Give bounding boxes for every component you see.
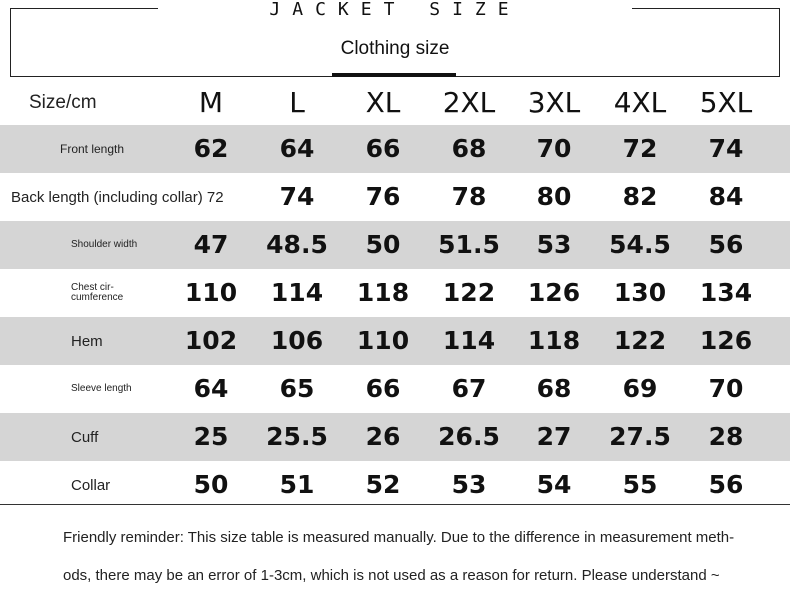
table-cell: 25.5	[266, 422, 328, 451]
table-cell: 26	[365, 422, 401, 451]
table-cell: 74	[708, 134, 744, 163]
table-cell: 122	[613, 326, 667, 355]
table-cell: 27	[536, 422, 572, 451]
table-cell: 84	[708, 182, 744, 211]
table-cell: 118	[527, 326, 581, 355]
table-cell: 102	[184, 326, 238, 355]
table-row	[0, 221, 790, 269]
table-cell: 82	[622, 182, 658, 211]
table-cell: 48.5	[266, 230, 328, 259]
table-row	[0, 125, 790, 173]
size-header: 2XL	[442, 86, 496, 119]
table-cell: 47	[193, 230, 229, 259]
table-bottom-rule	[0, 504, 790, 505]
reminder-line: Friendly reminder: This size table is measured manually. Due to the difference in measurement meth-	[63, 529, 735, 546]
row-label: Shoulder width	[71, 239, 138, 250]
table-cell: 118	[356, 278, 410, 307]
table-cell: 134	[699, 278, 753, 307]
table-cell: 53	[451, 470, 487, 499]
table-cell: 114	[442, 326, 496, 355]
table-cell: 110	[184, 278, 238, 307]
table-cell: 53	[536, 230, 572, 259]
table-cell: 72	[622, 134, 658, 163]
table-cell: 26.5	[438, 422, 500, 451]
table-cell: 52	[365, 470, 401, 499]
page-subtitle: Clothing size	[340, 38, 450, 59]
table-cell: 69	[622, 374, 658, 403]
table-row	[0, 365, 790, 413]
table-cell: 67	[451, 374, 487, 403]
table-cell: 126	[527, 278, 581, 307]
table-cell: 50	[193, 470, 229, 499]
table-cell: 78	[451, 182, 487, 211]
table-cell: 51	[279, 470, 315, 499]
table-cell: 74	[279, 182, 315, 211]
row-label: Back length (including collar) 72	[11, 188, 224, 206]
table-cell: 65	[279, 374, 315, 403]
row-label: Hem	[71, 332, 103, 350]
header-rule-right	[632, 8, 779, 9]
size-header: XL	[365, 86, 401, 119]
size-header: 3XL	[527, 86, 581, 119]
table-cell: 25	[193, 422, 229, 451]
subtitle-underline	[332, 73, 456, 77]
table-cell: 56	[708, 230, 744, 259]
table-cell: 70	[708, 374, 744, 403]
table-cell: 28	[708, 422, 744, 451]
table-cell: 66	[365, 374, 401, 403]
size-header: M	[198, 86, 224, 119]
table-row	[0, 173, 790, 221]
table-cell: 50	[365, 230, 401, 259]
table-row	[0, 317, 790, 365]
size-header: 4XL	[613, 86, 667, 119]
table-cell: 126	[699, 326, 753, 355]
size-header: 5XL	[699, 86, 753, 119]
row-label: Cuff	[71, 428, 99, 446]
table-cell: 68	[536, 374, 572, 403]
table-cell: 51.5	[438, 230, 500, 259]
table-cell: 66	[365, 134, 401, 163]
table-cell: 130	[613, 278, 667, 307]
table-cell: 54.5	[609, 230, 671, 259]
row-label: Sleeve length	[71, 383, 132, 394]
table-cell: 122	[442, 278, 496, 307]
table-cell: 62	[193, 134, 229, 163]
table-cell: 55	[622, 470, 658, 499]
table-row	[0, 269, 790, 317]
unit-label: Size/cm	[29, 91, 97, 113]
row-label: Collar	[71, 476, 111, 494]
table-cell: 64	[193, 374, 229, 403]
row-label: Chest cir-cumference	[71, 282, 124, 303]
table-cell: 106	[270, 326, 324, 355]
table-row	[0, 461, 790, 509]
table-cell: 68	[451, 134, 487, 163]
size-header: L	[289, 86, 305, 119]
table-header-row	[0, 80, 790, 125]
table-cell: 70	[536, 134, 572, 163]
size-table	[0, 80, 790, 509]
table-row	[0, 413, 790, 461]
table-cell: 110	[356, 326, 410, 355]
header-rule-left	[10, 8, 158, 9]
reminder-line: ods, there may be an error of 1-3cm, which is not used as a reason for return. Please understand ~	[63, 567, 720, 584]
page-title: JACKET SIZE	[269, 0, 521, 20]
table-cell: 114	[270, 278, 324, 307]
table-cell: 76	[365, 182, 401, 211]
table-cell: 54	[536, 470, 572, 499]
header-frame-left	[10, 8, 11, 77]
table-cell: 27.5	[609, 422, 671, 451]
friendly-reminder	[63, 519, 763, 595]
table-cell: 56	[708, 470, 744, 499]
table-cell: 80	[536, 182, 572, 211]
row-label: Front length	[60, 142, 125, 156]
table-cell: 64	[279, 134, 315, 163]
header-frame-right	[779, 8, 780, 77]
